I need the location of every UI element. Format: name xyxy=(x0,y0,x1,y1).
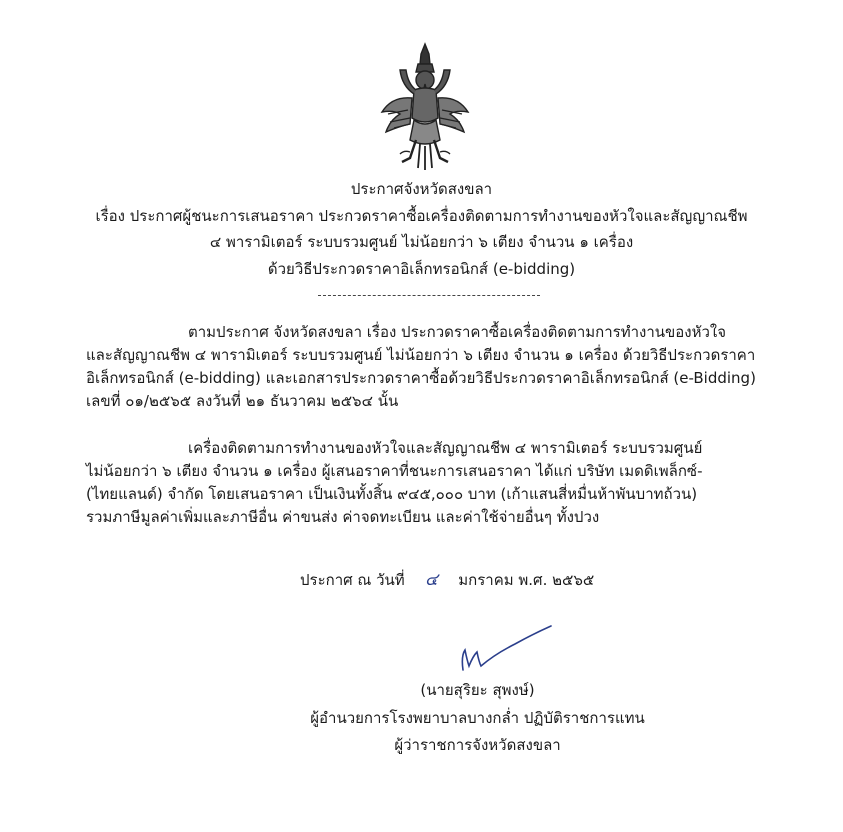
paragraph-1-line: อิเล็กทรอนิกส์ (e-bidding) และเอกสารประกวดราคาซื้อด้วยวิธีประกวดราคาอิเล็กทรอนิกส์ (e-Bidding) xyxy=(86,369,756,387)
date-prefix: ประกาศ ณ วันที่ xyxy=(300,571,405,589)
paragraph-1-line: เลขที่ ๐๑/๒๕๖๕ ลงวันที่ ๒๑ ธันวาคม ๒๕๖๔ นั้น xyxy=(86,392,399,410)
date-day: ๔ xyxy=(425,570,438,590)
date-month-year: มกราคม พ.ศ. ๒๕๖๕ xyxy=(458,571,595,589)
paragraph-1-line: ตามประกาศ จังหวัดสงขลา เรื่อง ประกวดราคาซื้อเครื่องติดตามการทำงานของหัวใจ xyxy=(188,323,727,341)
announcement-date xyxy=(300,566,594,593)
paragraph-2-line: (ไทยแลนด์) จำกัด โดยเสนอราคา เป็นเงินทั้งสิ้น ๙๔๕,๐๐๐ บาท (เก้าแสนสี่หมื่นห้าพันบาทถ้วน) xyxy=(86,485,698,503)
subject-line-3: ด้วยวิธีประกวดราคาอิเล็กทรอนิกส์ (e-bidding) xyxy=(267,260,576,278)
paragraph-2-line: เครื่องติดตามการทำงานของหัวใจและสัญญาณชีพ ๔ พารามิเตอร์ ระบบรวมศูนย์ xyxy=(188,439,703,457)
paragraph-2-line: ไม่น้อยกว่า ๖ เตียง จำนวน ๑ เครื่อง ผู้เสนอราคาที่ชนะการเสนอราคา ได้แก่ บริษัท เมดดิเพล็กซ์- xyxy=(86,462,703,480)
issuer-title: ประกาศจังหวัดสงขลา xyxy=(350,180,493,198)
paragraph-2-line: รวมภาษีมูลค่าเพิ่มและภาษีอื่น ค่าขนส่ง ค่าจดทะเบียน และค่าใช้จ่ายอื่นๆ ทั้งปวง xyxy=(86,508,600,526)
signatory-title-1: ผู้อำนวยการโรงพยาบาลบางกล่ำ ปฏิบัติราชการแทน xyxy=(310,709,645,727)
signatory-name: (นายสุริยะ สุพงษ์) xyxy=(420,681,535,699)
handwritten-signature xyxy=(455,620,555,676)
section-divider xyxy=(318,295,540,296)
signatory-title-2: ผู้ว่าราชการจังหวัดสงขลา xyxy=(394,736,561,754)
paragraph-1 xyxy=(86,321,776,413)
subject-line-2: ๔ พารามิเตอร์ ระบบรวมศูนย์ ไม่น้อยกว่า ๖ เตียง จำนวน ๑ เครื่อง xyxy=(209,233,634,251)
paragraph-2 xyxy=(86,437,776,529)
garuda-emblem-icon xyxy=(380,40,470,172)
subject-line-1: เรื่อง ประกาศผู้ชนะการเสนอราคา ประกวดราคาซื้อเครื่องติดตามการทำงานของหัวใจและสัญญาณชีพ xyxy=(95,207,748,225)
paragraph-1-line: และสัญญาณชีพ ๔ พารามิเตอร์ ระบบรวมศูนย์ ไม่น้อยกว่า ๖ เตียง จำนวน ๑ เครื่อง ด้วยวิธีประกวดราคา xyxy=(86,346,756,364)
